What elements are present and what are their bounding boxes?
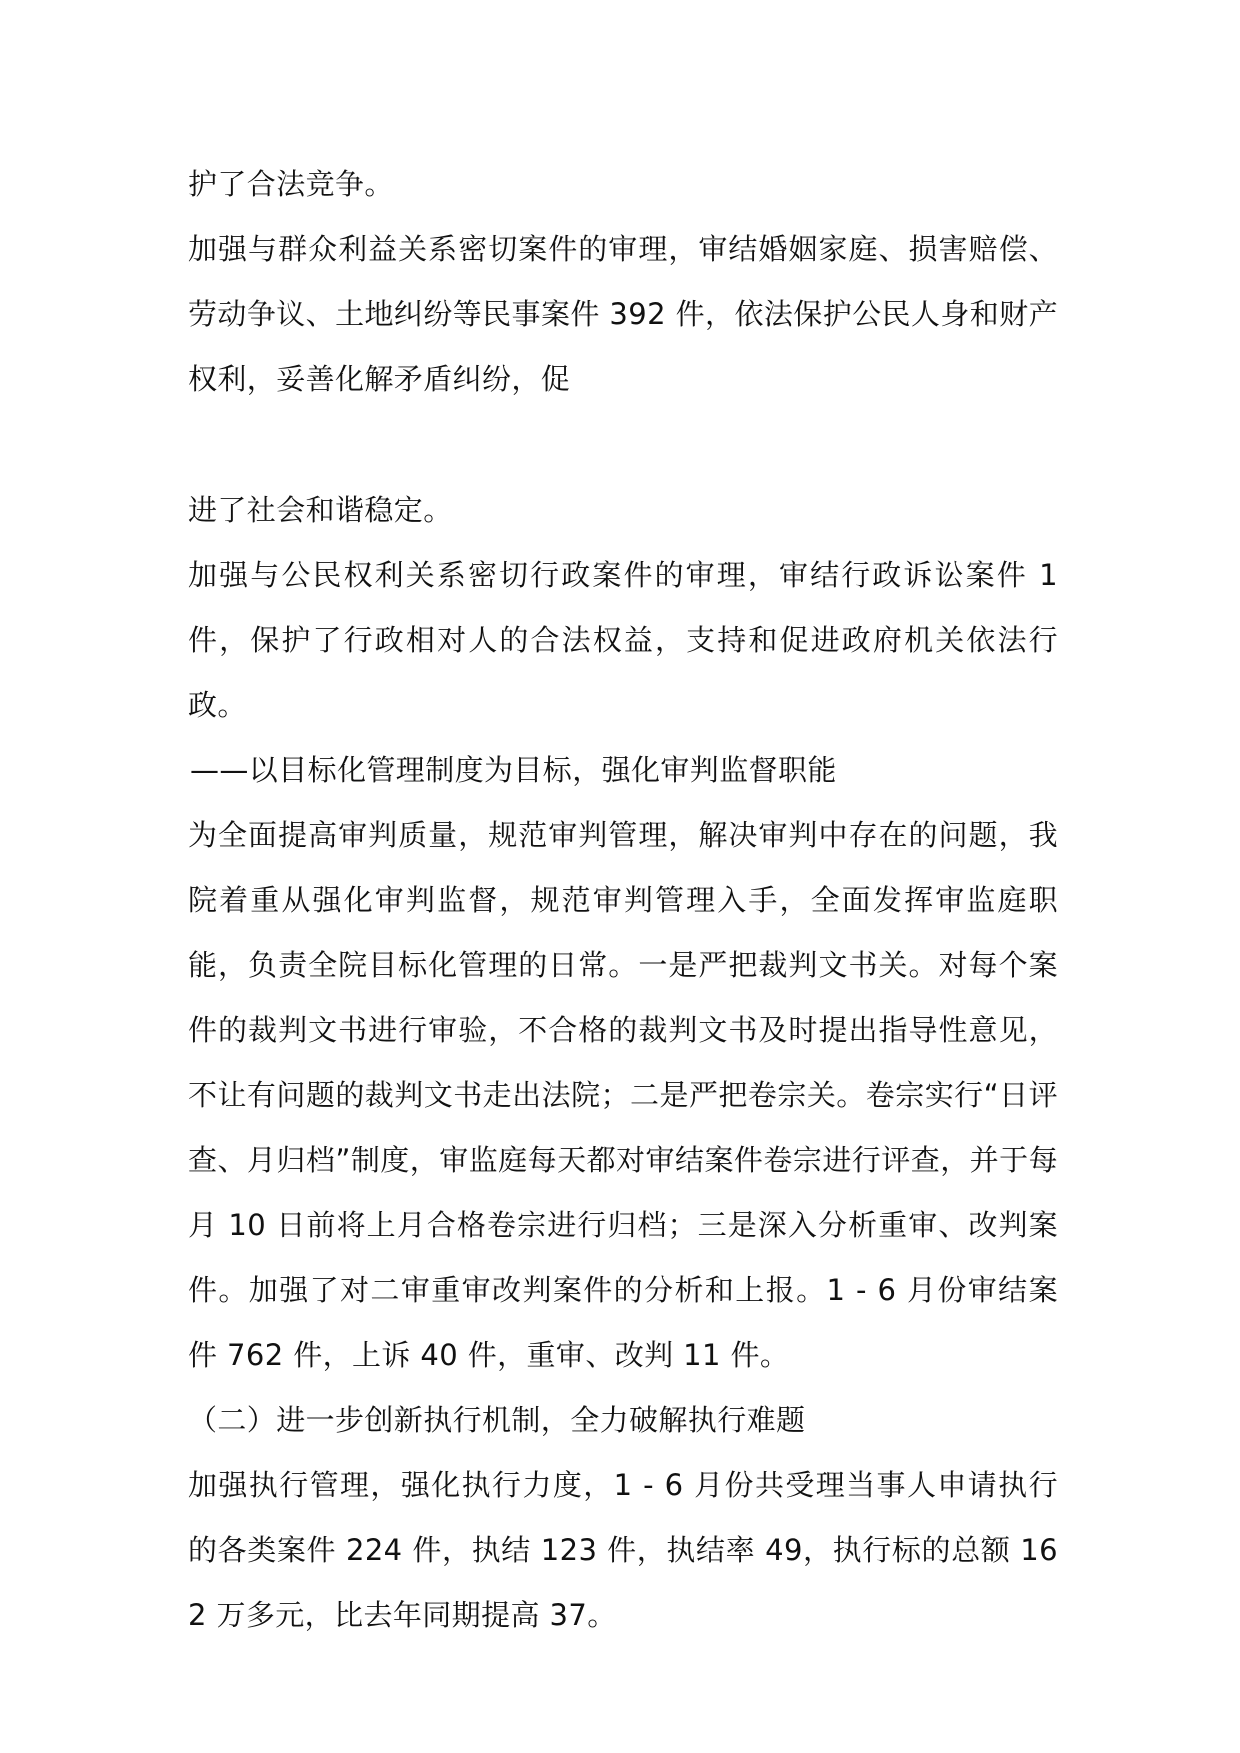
paragraph-execution-stats: 加强执行管理，强化执行力度，1 - 6 月份共受理当事人申请执行的各类案件 224 件，执结 123 件，执结率 49，执行标的总额 162 万多元，比去年同期提高 37。 [188,1468,1058,1632]
paragraph-social-harmony: 进了社会和谐稳定。 [188,493,453,527]
text-block-main [188,478,1058,1648]
text-block-top [188,152,1058,412]
paragraph-administrative-cases: 加强与公民权利关系密切行政案件的审理，审结行政诉讼案件 1 件，保护了行政相对人的合法权益，支持和促进政府机关依法行政。 [188,558,1058,722]
section-heading-target-management: ——以目标化管理制度为目标，强化审判监督职能 [190,753,837,787]
paragraph-civil-cases: 加强与群众利益关系密切案件的审理，审结婚姻家庭、损害赔偿、劳动争议、土地纠纷等民事案件 392 件，依法保护公民人身和财产权利，妥善化解矛盾纠纷，促 [188,232,1058,396]
paragraph-continuation: 护了合法竞争。 [188,167,394,201]
section-heading-execution: （二）进一步创新执行机制，全力破解执行难题 [188,1403,806,1437]
paragraph-trial-supervision: 为全面提高审判质量，规范审判管理，解决审判中存在的问题，我院着重从强化审判监督，规范审判管理入手，全面发挥审监庭职能，负责全院目标化管理的日常。一是严把裁判文书关。对每个案件的裁判文书进行审验，不合格的裁判文书及时提出指导性意见，不让有问题的裁判文书走出法院；二是严把卷宗关。卷宗实行“日评查、月归档”制度，审监庭每天都对审结案件卷宗进行评查，并于每月 10 日前将上月合格卷宗进行归档；三是深入分析重审、改判案件。加强了对二审重审改判案件的分析和上报。1 - 6 月份审结案件 762 件，上诉 40 件，重审、改判 11 件。 [188,818,1058,1372]
